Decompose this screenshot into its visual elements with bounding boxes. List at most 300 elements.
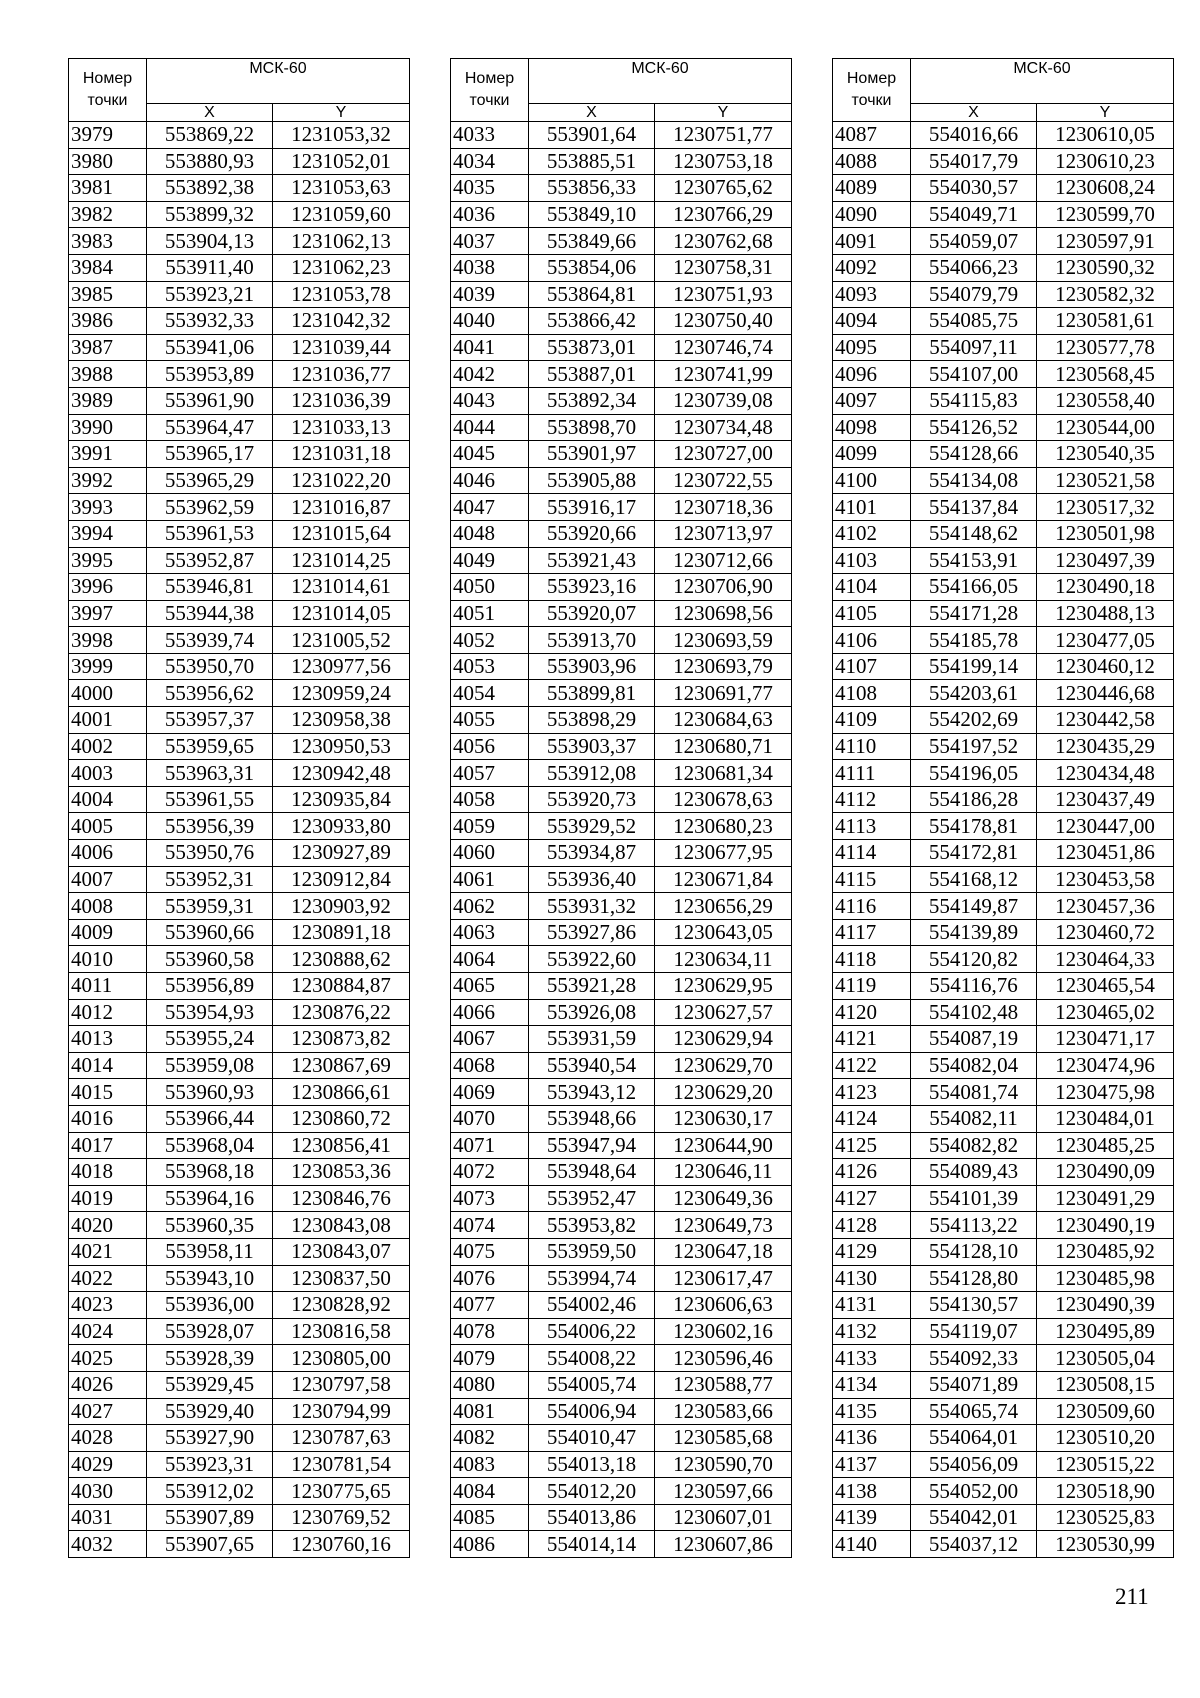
point-number-cell: 4080: [451, 1371, 529, 1398]
point-number-cell: 4107: [833, 653, 911, 680]
table-row: [833, 1398, 1174, 1425]
table-row: [833, 1132, 1174, 1159]
point-number-cell: 4040: [451, 308, 529, 335]
point-number-cell: 3992: [69, 467, 147, 494]
table-row: [833, 1105, 1174, 1132]
x-coordinate-cell: 554013,86: [529, 1504, 655, 1531]
y-coordinate-cell: 1231005,52: [273, 627, 410, 654]
table-row: [451, 201, 792, 228]
table-row: [833, 308, 1174, 335]
table-row: [69, 1132, 410, 1159]
table-row: [69, 175, 410, 202]
x-coordinate-cell: 553952,87: [147, 547, 273, 574]
table-row: [451, 334, 792, 361]
x-coordinate-cell: 553946,81: [147, 574, 273, 601]
x-coordinate-cell: 553940,54: [529, 1052, 655, 1079]
x-coordinate-cell: 554197,52: [911, 733, 1037, 760]
y-coordinate-cell: 1230544,00: [1037, 414, 1174, 441]
x-coordinate-cell: 553957,37: [147, 707, 273, 734]
point-number-cell: 4120: [833, 999, 911, 1026]
table-row: [833, 786, 1174, 813]
table-row: [833, 361, 1174, 388]
table-row: [451, 467, 792, 494]
y-coordinate-cell: 1230446,68: [1037, 680, 1174, 707]
point-number-cell: 3981: [69, 175, 147, 202]
table-row: [833, 1159, 1174, 1186]
point-number-cell: 4121: [833, 1026, 911, 1053]
x-coordinate-cell: 553956,39: [147, 813, 273, 840]
y-coordinate-cell: 1230935,84: [273, 786, 410, 813]
point-number-cell: 4138: [833, 1478, 911, 1505]
point-number-cell: 3980: [69, 148, 147, 175]
y-coordinate-cell: 1231031,18: [273, 441, 410, 468]
header-point-number: [833, 59, 911, 122]
x-coordinate-cell: 553964,47: [147, 414, 273, 441]
point-number-cell: 4009: [69, 919, 147, 946]
x-coordinate-cell: 553948,64: [529, 1159, 655, 1186]
table-row: [69, 1159, 410, 1186]
point-number-cell: 4038: [451, 254, 529, 281]
point-number-cell: 4053: [451, 653, 529, 680]
x-coordinate-cell: 554171,28: [911, 600, 1037, 627]
table-row: [451, 813, 792, 840]
point-number-cell: 3986: [69, 308, 147, 335]
x-coordinate-cell: 554008,22: [529, 1345, 655, 1372]
x-coordinate-cell: 554014,14: [529, 1531, 655, 1558]
point-number-cell: 4014: [69, 1052, 147, 1079]
point-number-cell: 4061: [451, 866, 529, 893]
x-coordinate-cell: 554186,28: [911, 786, 1037, 813]
table-row: [451, 1425, 792, 1452]
point-number-cell: 4134: [833, 1371, 911, 1398]
x-coordinate-cell: 554115,83: [911, 387, 1037, 414]
x-coordinate-cell: 553898,29: [529, 707, 655, 734]
x-coordinate-cell: 553866,42: [529, 308, 655, 335]
point-number-cell: 4113: [833, 813, 911, 840]
y-coordinate-cell: 1231016,87: [273, 494, 410, 521]
x-coordinate-cell: 554037,12: [911, 1531, 1037, 1558]
point-number-cell: 4000: [69, 680, 147, 707]
point-number-cell: 4085: [451, 1504, 529, 1531]
x-coordinate-cell: 553954,93: [147, 999, 273, 1026]
y-coordinate-cell: 1230649,73: [655, 1212, 792, 1239]
y-coordinate-cell: 1230517,32: [1037, 494, 1174, 521]
point-number-cell: 4102: [833, 520, 911, 547]
y-coordinate-cell: 1231033,13: [273, 414, 410, 441]
table-row: [833, 467, 1174, 494]
y-coordinate-cell: 1230485,25: [1037, 1132, 1174, 1159]
x-coordinate-cell: 553907,89: [147, 1504, 273, 1531]
table-row: [69, 1292, 410, 1319]
table-row: [451, 999, 792, 1026]
table-row: [451, 441, 792, 468]
y-coordinate-cell: 1230727,00: [655, 441, 792, 468]
table-row: [833, 1504, 1174, 1531]
y-coordinate-cell: 1230718,36: [655, 494, 792, 521]
x-coordinate-cell: 554107,00: [911, 361, 1037, 388]
point-number-cell: 3994: [69, 520, 147, 547]
point-number-cell: 4103: [833, 547, 911, 574]
y-coordinate-cell: 1230525,83: [1037, 1504, 1174, 1531]
point-number-cell: 4045: [451, 441, 529, 468]
table-row: [451, 1238, 792, 1265]
point-number-cell: 4050: [451, 574, 529, 601]
point-number-cell: 4095: [833, 334, 911, 361]
y-coordinate-cell: 1230602,16: [655, 1318, 792, 1345]
point-number-cell: 3987: [69, 334, 147, 361]
x-coordinate-cell: 553926,08: [529, 999, 655, 1026]
y-coordinate-cell: 1230762,68: [655, 228, 792, 255]
y-coordinate-cell: 1230671,84: [655, 866, 792, 893]
y-coordinate-cell: 1230722,55: [655, 467, 792, 494]
point-number-cell: 4071: [451, 1132, 529, 1159]
y-coordinate-cell: 1230746,74: [655, 334, 792, 361]
x-coordinate-cell: 553965,17: [147, 441, 273, 468]
point-number-cell: 4074: [451, 1212, 529, 1239]
x-coordinate-cell: 553941,06: [147, 334, 273, 361]
x-coordinate-cell: 554119,07: [911, 1318, 1037, 1345]
y-coordinate-cell: 1230518,90: [1037, 1478, 1174, 1505]
x-coordinate-cell: 554139,89: [911, 919, 1037, 946]
table-row: [451, 680, 792, 707]
table-row: [69, 494, 410, 521]
header-coordinate-system: МСК-60: [147, 59, 410, 104]
x-coordinate-cell: 553873,01: [529, 334, 655, 361]
table-row: [69, 733, 410, 760]
y-coordinate-cell: 1230912,84: [273, 866, 410, 893]
table-row: [69, 1052, 410, 1079]
point-number-cell: 3999: [69, 653, 147, 680]
y-coordinate-cell: 1230509,60: [1037, 1398, 1174, 1425]
x-coordinate-cell: 554148,62: [911, 520, 1037, 547]
table-row: [833, 627, 1174, 654]
y-coordinate-cell: 1230583,66: [655, 1398, 792, 1425]
y-coordinate-cell: 1231014,25: [273, 547, 410, 574]
y-coordinate-cell: 1230903,92: [273, 893, 410, 920]
x-coordinate-cell: 554082,11: [911, 1105, 1037, 1132]
point-number-cell: 4019: [69, 1185, 147, 1212]
coordinates-table-3: [832, 58, 1174, 1558]
x-coordinate-cell: 554006,94: [529, 1398, 655, 1425]
point-number-cell: 4008: [69, 893, 147, 920]
x-coordinate-cell: 553929,45: [147, 1371, 273, 1398]
table-row: [451, 228, 792, 255]
point-number-cell: 4092: [833, 254, 911, 281]
x-coordinate-cell: 553911,40: [147, 254, 273, 281]
point-number-cell: 4028: [69, 1425, 147, 1452]
y-coordinate-cell: 1231053,63: [273, 175, 410, 202]
x-coordinate-cell: 554013,18: [529, 1451, 655, 1478]
coordinates-table-1: [68, 58, 410, 1558]
point-number-cell: 4010: [69, 946, 147, 973]
point-number-cell: 4041: [451, 334, 529, 361]
x-coordinate-cell: 553944,38: [147, 600, 273, 627]
point-number-cell: 4029: [69, 1451, 147, 1478]
table-row: [833, 1185, 1174, 1212]
x-coordinate-cell: 553928,39: [147, 1345, 273, 1372]
table-row: [69, 308, 410, 335]
header-point-number: [69, 59, 147, 122]
x-coordinate-cell: 554196,05: [911, 760, 1037, 787]
x-coordinate-cell: 553920,73: [529, 786, 655, 813]
table-row: [69, 919, 410, 946]
table-row: [451, 361, 792, 388]
x-coordinate-cell: 553903,96: [529, 653, 655, 680]
y-coordinate-cell: 1230739,08: [655, 387, 792, 414]
table-row: [833, 175, 1174, 202]
point-number-cell: 4076: [451, 1265, 529, 1292]
point-number-cell: 3989: [69, 387, 147, 414]
point-number-cell: 4086: [451, 1531, 529, 1558]
point-number-cell: 4088: [833, 148, 911, 175]
point-number-cell: 4100: [833, 467, 911, 494]
point-number-cell: 4060: [451, 840, 529, 867]
y-coordinate-cell: 1230765,62: [655, 175, 792, 202]
header-point-number-label: Номер точки: [82, 70, 133, 109]
y-coordinate-cell: 1231042,32: [273, 308, 410, 335]
x-coordinate-cell: 553901,64: [529, 122, 655, 149]
y-coordinate-cell: 1230510,20: [1037, 1425, 1174, 1452]
table-row: [69, 680, 410, 707]
table-row: [451, 1052, 792, 1079]
y-coordinate-cell: 1230490,18: [1037, 574, 1174, 601]
point-number-cell: 4084: [451, 1478, 529, 1505]
y-coordinate-cell: 1230568,45: [1037, 361, 1174, 388]
point-number-cell: 4055: [451, 707, 529, 734]
point-number-cell: 4034: [451, 148, 529, 175]
point-number-cell: 4056: [451, 733, 529, 760]
x-coordinate-cell: 554059,07: [911, 228, 1037, 255]
point-number-cell: 3995: [69, 547, 147, 574]
table-row: [451, 1451, 792, 1478]
y-coordinate-cell: 1231059,60: [273, 201, 410, 228]
x-coordinate-cell: 554087,19: [911, 1026, 1037, 1053]
y-coordinate-cell: 1230453,58: [1037, 866, 1174, 893]
x-coordinate-cell: 554081,74: [911, 1079, 1037, 1106]
y-coordinate-cell: 1230760,16: [273, 1531, 410, 1558]
y-coordinate-cell: 1230501,98: [1037, 520, 1174, 547]
x-coordinate-cell: 553931,32: [529, 893, 655, 920]
y-coordinate-cell: 1230582,32: [1037, 281, 1174, 308]
point-number-cell: 4013: [69, 1026, 147, 1053]
point-number-cell: 4114: [833, 840, 911, 867]
table-row: [69, 1478, 410, 1505]
point-number-cell: 4015: [69, 1079, 147, 1106]
y-coordinate-cell: 1230577,78: [1037, 334, 1174, 361]
point-number-cell: 4131: [833, 1292, 911, 1319]
y-coordinate-cell: 1230629,70: [655, 1052, 792, 1079]
y-coordinate-cell: 1231014,61: [273, 574, 410, 601]
x-coordinate-cell: 553956,62: [147, 680, 273, 707]
point-number-cell: 4125: [833, 1132, 911, 1159]
y-coordinate-cell: 1230585,68: [655, 1425, 792, 1452]
y-coordinate-cell: 1230846,76: [273, 1185, 410, 1212]
table-row: [451, 600, 792, 627]
point-number-cell: 4130: [833, 1265, 911, 1292]
y-coordinate-cell: 1230442,58: [1037, 707, 1174, 734]
y-coordinate-cell: 1230649,36: [655, 1185, 792, 1212]
point-number-cell: 4112: [833, 786, 911, 813]
header-point-number-label: Номер точки: [464, 70, 515, 109]
x-coordinate-cell: 553898,70: [529, 414, 655, 441]
x-coordinate-cell: 553927,90: [147, 1425, 273, 1452]
point-number-cell: 4058: [451, 786, 529, 813]
point-number-cell: 4049: [451, 547, 529, 574]
table-row: [451, 946, 792, 973]
y-coordinate-cell: 1230610,05: [1037, 122, 1174, 149]
table-row: [833, 707, 1174, 734]
table-row: [69, 148, 410, 175]
x-coordinate-cell: 553936,00: [147, 1292, 273, 1319]
point-number-cell: 4044: [451, 414, 529, 441]
x-coordinate-cell: 553905,88: [529, 467, 655, 494]
x-coordinate-cell: 553953,89: [147, 361, 273, 388]
y-coordinate-cell: 1230485,98: [1037, 1265, 1174, 1292]
y-coordinate-cell: 1230797,58: [273, 1371, 410, 1398]
y-coordinate-cell: 1230521,58: [1037, 467, 1174, 494]
point-number-cell: 4083: [451, 1451, 529, 1478]
header-x: X: [147, 104, 273, 122]
point-number-cell: 4069: [451, 1079, 529, 1106]
table-row: [69, 122, 410, 149]
x-coordinate-cell: 554130,57: [911, 1292, 1037, 1319]
y-coordinate-cell: 1230596,46: [655, 1345, 792, 1372]
table-row: [451, 707, 792, 734]
table-row: [451, 919, 792, 946]
point-number-cell: 4115: [833, 866, 911, 893]
point-number-cell: 4096: [833, 361, 911, 388]
y-coordinate-cell: 1230646,11: [655, 1159, 792, 1186]
point-number-cell: 4023: [69, 1292, 147, 1319]
point-number-cell: 3982: [69, 201, 147, 228]
y-coordinate-cell: 1230629,20: [655, 1079, 792, 1106]
x-coordinate-cell: 553948,66: [529, 1105, 655, 1132]
y-coordinate-cell: 1231062,23: [273, 254, 410, 281]
x-coordinate-cell: 554203,61: [911, 680, 1037, 707]
x-coordinate-cell: 554056,09: [911, 1451, 1037, 1478]
table-row: [69, 866, 410, 893]
table-row: [69, 254, 410, 281]
x-coordinate-cell: 553960,93: [147, 1079, 273, 1106]
table-row: [833, 1026, 1174, 1053]
x-coordinate-cell: 553923,16: [529, 574, 655, 601]
x-coordinate-cell: 553921,43: [529, 547, 655, 574]
point-number-cell: 3990: [69, 414, 147, 441]
table-row: [451, 786, 792, 813]
table-row: [451, 414, 792, 441]
x-coordinate-cell: 553892,34: [529, 387, 655, 414]
x-coordinate-cell: 553849,10: [529, 201, 655, 228]
y-coordinate-cell: 1231052,01: [273, 148, 410, 175]
header-coordinate-system: МСК-60: [911, 59, 1174, 104]
table-row: [69, 1265, 410, 1292]
x-coordinate-cell: 553912,08: [529, 760, 655, 787]
x-coordinate-cell: 553892,38: [147, 175, 273, 202]
point-number-cell: 4003: [69, 760, 147, 787]
y-coordinate-cell: 1230490,19: [1037, 1212, 1174, 1239]
point-number-cell: 4117: [833, 919, 911, 946]
y-coordinate-cell: 1230477,05: [1037, 627, 1174, 654]
table-row: [69, 1212, 410, 1239]
y-coordinate-cell: 1230805,00: [273, 1345, 410, 1372]
y-coordinate-cell: 1230751,77: [655, 122, 792, 149]
y-coordinate-cell: 1231062,13: [273, 228, 410, 255]
y-coordinate-cell: 1231036,77: [273, 361, 410, 388]
table-row: [451, 893, 792, 920]
x-coordinate-cell: 554120,82: [911, 946, 1037, 973]
y-coordinate-cell: 1230766,29: [655, 201, 792, 228]
y-coordinate-cell: 1231014,05: [273, 600, 410, 627]
y-coordinate-cell: 1230713,97: [655, 520, 792, 547]
point-number-cell: 4062: [451, 893, 529, 920]
table-row: [69, 574, 410, 601]
x-coordinate-cell: 554128,66: [911, 441, 1037, 468]
y-coordinate-cell: 1230860,72: [273, 1105, 410, 1132]
point-number-cell: 3984: [69, 254, 147, 281]
table-row: [833, 228, 1174, 255]
header-y: Y: [273, 104, 410, 122]
table-row: [69, 973, 410, 1000]
x-coordinate-cell: 553912,02: [147, 1478, 273, 1505]
x-coordinate-cell: 553903,37: [529, 733, 655, 760]
point-number-cell: 4048: [451, 520, 529, 547]
y-coordinate-cell: 1230474,96: [1037, 1052, 1174, 1079]
point-number-cell: 3996: [69, 574, 147, 601]
y-coordinate-cell: 1230530,99: [1037, 1531, 1174, 1558]
point-number-cell: 4052: [451, 627, 529, 654]
table-row: [69, 387, 410, 414]
x-coordinate-cell: 553869,22: [147, 122, 273, 149]
table-row: [451, 653, 792, 680]
table-row: [833, 201, 1174, 228]
table-row: [833, 281, 1174, 308]
x-coordinate-cell: 553959,31: [147, 893, 273, 920]
x-coordinate-cell: 553931,59: [529, 1026, 655, 1053]
x-coordinate-cell: 553958,11: [147, 1238, 273, 1265]
point-number-cell: 4097: [833, 387, 911, 414]
table-row: [451, 1371, 792, 1398]
point-number-cell: 4078: [451, 1318, 529, 1345]
table-row: [451, 387, 792, 414]
y-coordinate-cell: 1230606,63: [655, 1292, 792, 1319]
x-coordinate-cell: 553964,16: [147, 1185, 273, 1212]
point-number-cell: 4123: [833, 1079, 911, 1106]
point-number-cell: 4037: [451, 228, 529, 255]
point-number-cell: 4016: [69, 1105, 147, 1132]
x-coordinate-cell: 553968,04: [147, 1132, 273, 1159]
x-coordinate-cell: 554134,08: [911, 467, 1037, 494]
y-coordinate-cell: 1230843,07: [273, 1238, 410, 1265]
table-row: [69, 1238, 410, 1265]
coordinates-table-2: [450, 58, 792, 1558]
x-coordinate-cell: 554049,71: [911, 201, 1037, 228]
point-number-cell: 4109: [833, 707, 911, 734]
x-coordinate-cell: 553885,51: [529, 148, 655, 175]
table-row: [833, 1292, 1174, 1319]
x-coordinate-cell: 553901,97: [529, 441, 655, 468]
point-number-cell: 3991: [69, 441, 147, 468]
x-coordinate-cell: 554071,89: [911, 1371, 1037, 1398]
x-coordinate-cell: 553913,70: [529, 627, 655, 654]
point-number-cell: 4118: [833, 946, 911, 973]
table-row: [451, 1079, 792, 1106]
point-number-cell: 4129: [833, 1238, 911, 1265]
point-number-cell: 4067: [451, 1026, 529, 1053]
x-coordinate-cell: 553899,81: [529, 680, 655, 707]
x-coordinate-cell: 553854,06: [529, 254, 655, 281]
table-row: [451, 1398, 792, 1425]
x-coordinate-cell: 553929,40: [147, 1398, 273, 1425]
